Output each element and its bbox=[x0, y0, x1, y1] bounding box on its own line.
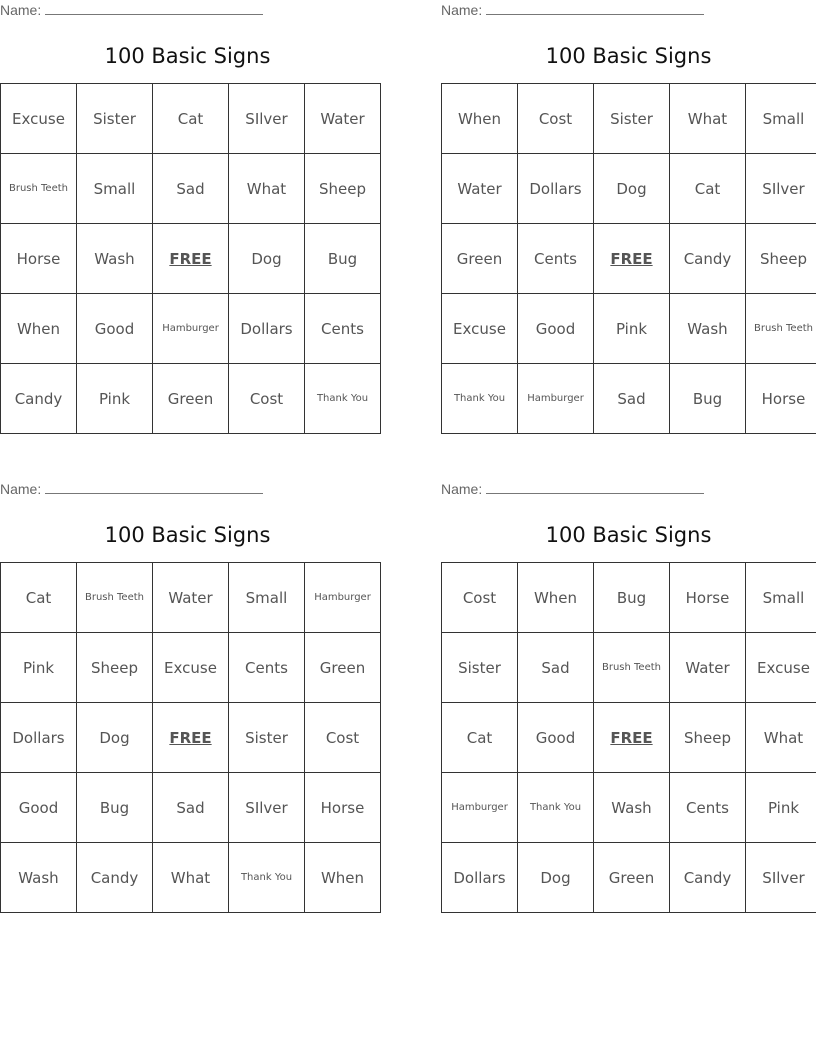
bingo-cell[interactable]: Cents bbox=[229, 633, 305, 703]
bingo-cell[interactable]: Sister bbox=[442, 633, 518, 703]
bingo-cell[interactable]: Small bbox=[746, 563, 816, 633]
bingo-cell[interactable]: Sheep bbox=[305, 154, 381, 224]
bingo-cell[interactable]: Thank You bbox=[305, 364, 381, 434]
bingo-row bbox=[442, 154, 816, 224]
bingo-cell[interactable]: Pink bbox=[594, 294, 670, 364]
bingo-cell[interactable]: Green bbox=[153, 364, 229, 434]
bingo-cell[interactable]: Water bbox=[153, 563, 229, 633]
bingo-cell[interactable]: Sheep bbox=[670, 703, 746, 773]
bingo-cell[interactable]: Dollars bbox=[518, 154, 594, 224]
bingo-cell[interactable]: Bug bbox=[77, 773, 153, 843]
bingo-row bbox=[442, 224, 816, 294]
bingo-cell[interactable]: Sad bbox=[594, 364, 670, 434]
bingo-cell[interactable]: Cents bbox=[305, 294, 381, 364]
bingo-cell[interactable]: Good bbox=[1, 773, 77, 843]
bingo-cell[interactable]: Sister bbox=[594, 84, 670, 154]
name-field[interactable] bbox=[486, 0, 704, 15]
bingo-cell[interactable]: Wash bbox=[594, 773, 670, 843]
bingo-cell[interactable]: Excuse bbox=[1, 84, 77, 154]
bingo-row bbox=[1, 154, 381, 224]
bingo-cell[interactable]: What bbox=[229, 154, 305, 224]
bingo-cell[interactable]: SIlver bbox=[746, 154, 816, 224]
bingo-cell[interactable]: Wash bbox=[1, 843, 77, 913]
bingo-cell[interactable]: When bbox=[1, 294, 77, 364]
bingo-row bbox=[442, 843, 816, 913]
bingo-cell[interactable]: Water bbox=[670, 633, 746, 703]
bingo-cell[interactable]: Wash bbox=[670, 294, 746, 364]
name-field[interactable] bbox=[45, 479, 263, 494]
bingo-row bbox=[442, 773, 816, 843]
bingo-cell[interactable]: Horse bbox=[305, 773, 381, 843]
bingo-cell[interactable]: Small bbox=[746, 84, 816, 154]
bingo-cell[interactable]: Bug bbox=[594, 563, 670, 633]
bingo-cell[interactable]: Bug bbox=[305, 224, 381, 294]
bingo-cell[interactable]: Hamburger bbox=[518, 364, 594, 434]
bingo-cell[interactable]: Thank You bbox=[518, 773, 594, 843]
bingo-cell[interactable]: Horse bbox=[746, 364, 816, 434]
bingo-cell[interactable]: What bbox=[746, 703, 816, 773]
bingo-cell[interactable]: Small bbox=[229, 563, 305, 633]
card-title: 100 Basic Signs bbox=[545, 44, 712, 68]
bingo-cell[interactable]: Good bbox=[77, 294, 153, 364]
bingo-row bbox=[1, 224, 381, 294]
bingo-cell[interactable]: Pink bbox=[1, 633, 77, 703]
bingo-cell[interactable]: Candy bbox=[670, 843, 746, 913]
bingo-cell[interactable]: Hamburger bbox=[442, 773, 518, 843]
bingo-cell[interactable]: Cost bbox=[518, 84, 594, 154]
bingo-cell[interactable]: Cost bbox=[305, 703, 381, 773]
name-line bbox=[441, 479, 704, 499]
bingo-row bbox=[1, 364, 381, 434]
bingo-cell[interactable]: Sheep bbox=[746, 224, 816, 294]
bingo-cell[interactable]: Dog bbox=[518, 843, 594, 913]
name-label: Name: bbox=[441, 2, 483, 18]
bingo-cell[interactable]: Horse bbox=[670, 563, 746, 633]
bingo-cell[interactable]: Dog bbox=[229, 224, 305, 294]
bingo-cell[interactable]: Brush Teeth bbox=[1, 154, 77, 224]
bingo-cell[interactable]: Cat bbox=[153, 84, 229, 154]
bingo-cell[interactable]: Pink bbox=[77, 364, 153, 434]
bingo-cell[interactable]: Brush Teeth bbox=[746, 294, 816, 364]
bingo-cell[interactable]: Sister bbox=[77, 84, 153, 154]
bingo-row bbox=[1, 773, 381, 843]
bingo-cell[interactable]: Dollars bbox=[1, 703, 77, 773]
free-space[interactable]: FREE bbox=[594, 703, 670, 773]
bingo-cell[interactable]: Pink bbox=[746, 773, 816, 843]
bingo-cell[interactable]: Cost bbox=[229, 364, 305, 434]
free-space[interactable]: FREE bbox=[594, 224, 670, 294]
name-field[interactable] bbox=[486, 479, 704, 494]
bingo-cell[interactable]: Hamburger bbox=[153, 294, 229, 364]
bingo-cell[interactable]: When bbox=[518, 563, 594, 633]
name-line bbox=[0, 0, 263, 20]
bingo-grid bbox=[0, 562, 381, 913]
bingo-cell[interactable]: Bug bbox=[670, 364, 746, 434]
bingo-cell[interactable]: Excuse bbox=[442, 294, 518, 364]
bingo-cell[interactable]: Green bbox=[305, 633, 381, 703]
bingo-cell[interactable]: Cents bbox=[518, 224, 594, 294]
bingo-cell[interactable]: Cat bbox=[670, 154, 746, 224]
bingo-cell[interactable]: Dog bbox=[77, 703, 153, 773]
bingo-cell[interactable]: Thank You bbox=[229, 843, 305, 913]
bingo-cell[interactable]: SIlver bbox=[229, 773, 305, 843]
bingo-cell[interactable]: Green bbox=[594, 843, 670, 913]
bingo-cell[interactable]: When bbox=[442, 84, 518, 154]
bingo-cell[interactable]: Dollars bbox=[229, 294, 305, 364]
bingo-row bbox=[442, 633, 816, 703]
bingo-cell[interactable]: Good bbox=[518, 294, 594, 364]
bingo-cell[interactable]: Cents bbox=[670, 773, 746, 843]
bingo-cell[interactable]: Candy bbox=[1, 364, 77, 434]
bingo-grid bbox=[441, 562, 816, 913]
bingo-cell[interactable]: Green bbox=[442, 224, 518, 294]
card-title: 100 Basic Signs bbox=[545, 523, 712, 547]
name-line bbox=[441, 0, 704, 20]
bingo-row bbox=[442, 294, 816, 364]
bingo-cell[interactable]: Wash bbox=[77, 224, 153, 294]
bingo-cell[interactable]: Water bbox=[305, 84, 381, 154]
bingo-cell[interactable]: Candy bbox=[670, 224, 746, 294]
bingo-cell[interactable]: Cat bbox=[1, 563, 77, 633]
bingo-cell[interactable]: Sad bbox=[518, 633, 594, 703]
bingo-row bbox=[442, 703, 816, 773]
card-title: 100 Basic Signs bbox=[104, 44, 271, 68]
bingo-cell[interactable]: Dog bbox=[594, 154, 670, 224]
bingo-cell[interactable]: Cost bbox=[442, 563, 518, 633]
bingo-cell[interactable]: Sister bbox=[229, 703, 305, 773]
bingo-row bbox=[1, 703, 381, 773]
card-title: 100 Basic Signs bbox=[104, 523, 271, 547]
bingo-cell[interactable]: Sheep bbox=[77, 633, 153, 703]
bingo-grid bbox=[441, 83, 816, 434]
bingo-row bbox=[1, 563, 381, 633]
bingo-cell[interactable]: Good bbox=[518, 703, 594, 773]
free-space[interactable]: FREE bbox=[153, 703, 229, 773]
name-label: Name: bbox=[0, 2, 42, 18]
bingo-row bbox=[442, 84, 816, 154]
bingo-cell[interactable]: Excuse bbox=[153, 633, 229, 703]
bingo-cell[interactable]: Sad bbox=[153, 154, 229, 224]
bingo-cell[interactable]: Thank You bbox=[442, 364, 518, 434]
bingo-row bbox=[1, 294, 381, 364]
bingo-row bbox=[1, 84, 381, 154]
bingo-cell[interactable]: What bbox=[670, 84, 746, 154]
bingo-grid bbox=[0, 83, 381, 434]
free-space[interactable]: FREE bbox=[153, 224, 229, 294]
bingo-cell[interactable]: Excuse bbox=[746, 633, 816, 703]
bingo-cell[interactable]: Brush Teeth bbox=[77, 563, 153, 633]
bingo-cell[interactable]: Small bbox=[77, 154, 153, 224]
bingo-cell[interactable]: Candy bbox=[77, 843, 153, 913]
bingo-cell[interactable]: Water bbox=[442, 154, 518, 224]
bingo-cell[interactable]: Horse bbox=[1, 224, 77, 294]
bingo-cell[interactable]: SIlver bbox=[229, 84, 305, 154]
bingo-row bbox=[1, 633, 381, 703]
bingo-cell[interactable]: Hamburger bbox=[305, 563, 381, 633]
bingo-cell[interactable]: Dollars bbox=[442, 843, 518, 913]
name-line bbox=[0, 479, 263, 499]
bingo-cell[interactable]: Brush Teeth bbox=[594, 633, 670, 703]
name-label: Name: bbox=[0, 481, 42, 497]
bingo-row bbox=[442, 563, 816, 633]
name-label: Name: bbox=[441, 481, 483, 497]
bingo-cell[interactable]: Cat bbox=[442, 703, 518, 773]
bingo-cell[interactable]: SIlver bbox=[746, 843, 816, 913]
bingo-row bbox=[1, 843, 381, 913]
bingo-cell[interactable]: Sad bbox=[153, 773, 229, 843]
name-field[interactable] bbox=[45, 0, 263, 15]
bingo-cell[interactable]: What bbox=[153, 843, 229, 913]
bingo-cell[interactable]: When bbox=[305, 843, 381, 913]
bingo-row bbox=[442, 364, 816, 434]
